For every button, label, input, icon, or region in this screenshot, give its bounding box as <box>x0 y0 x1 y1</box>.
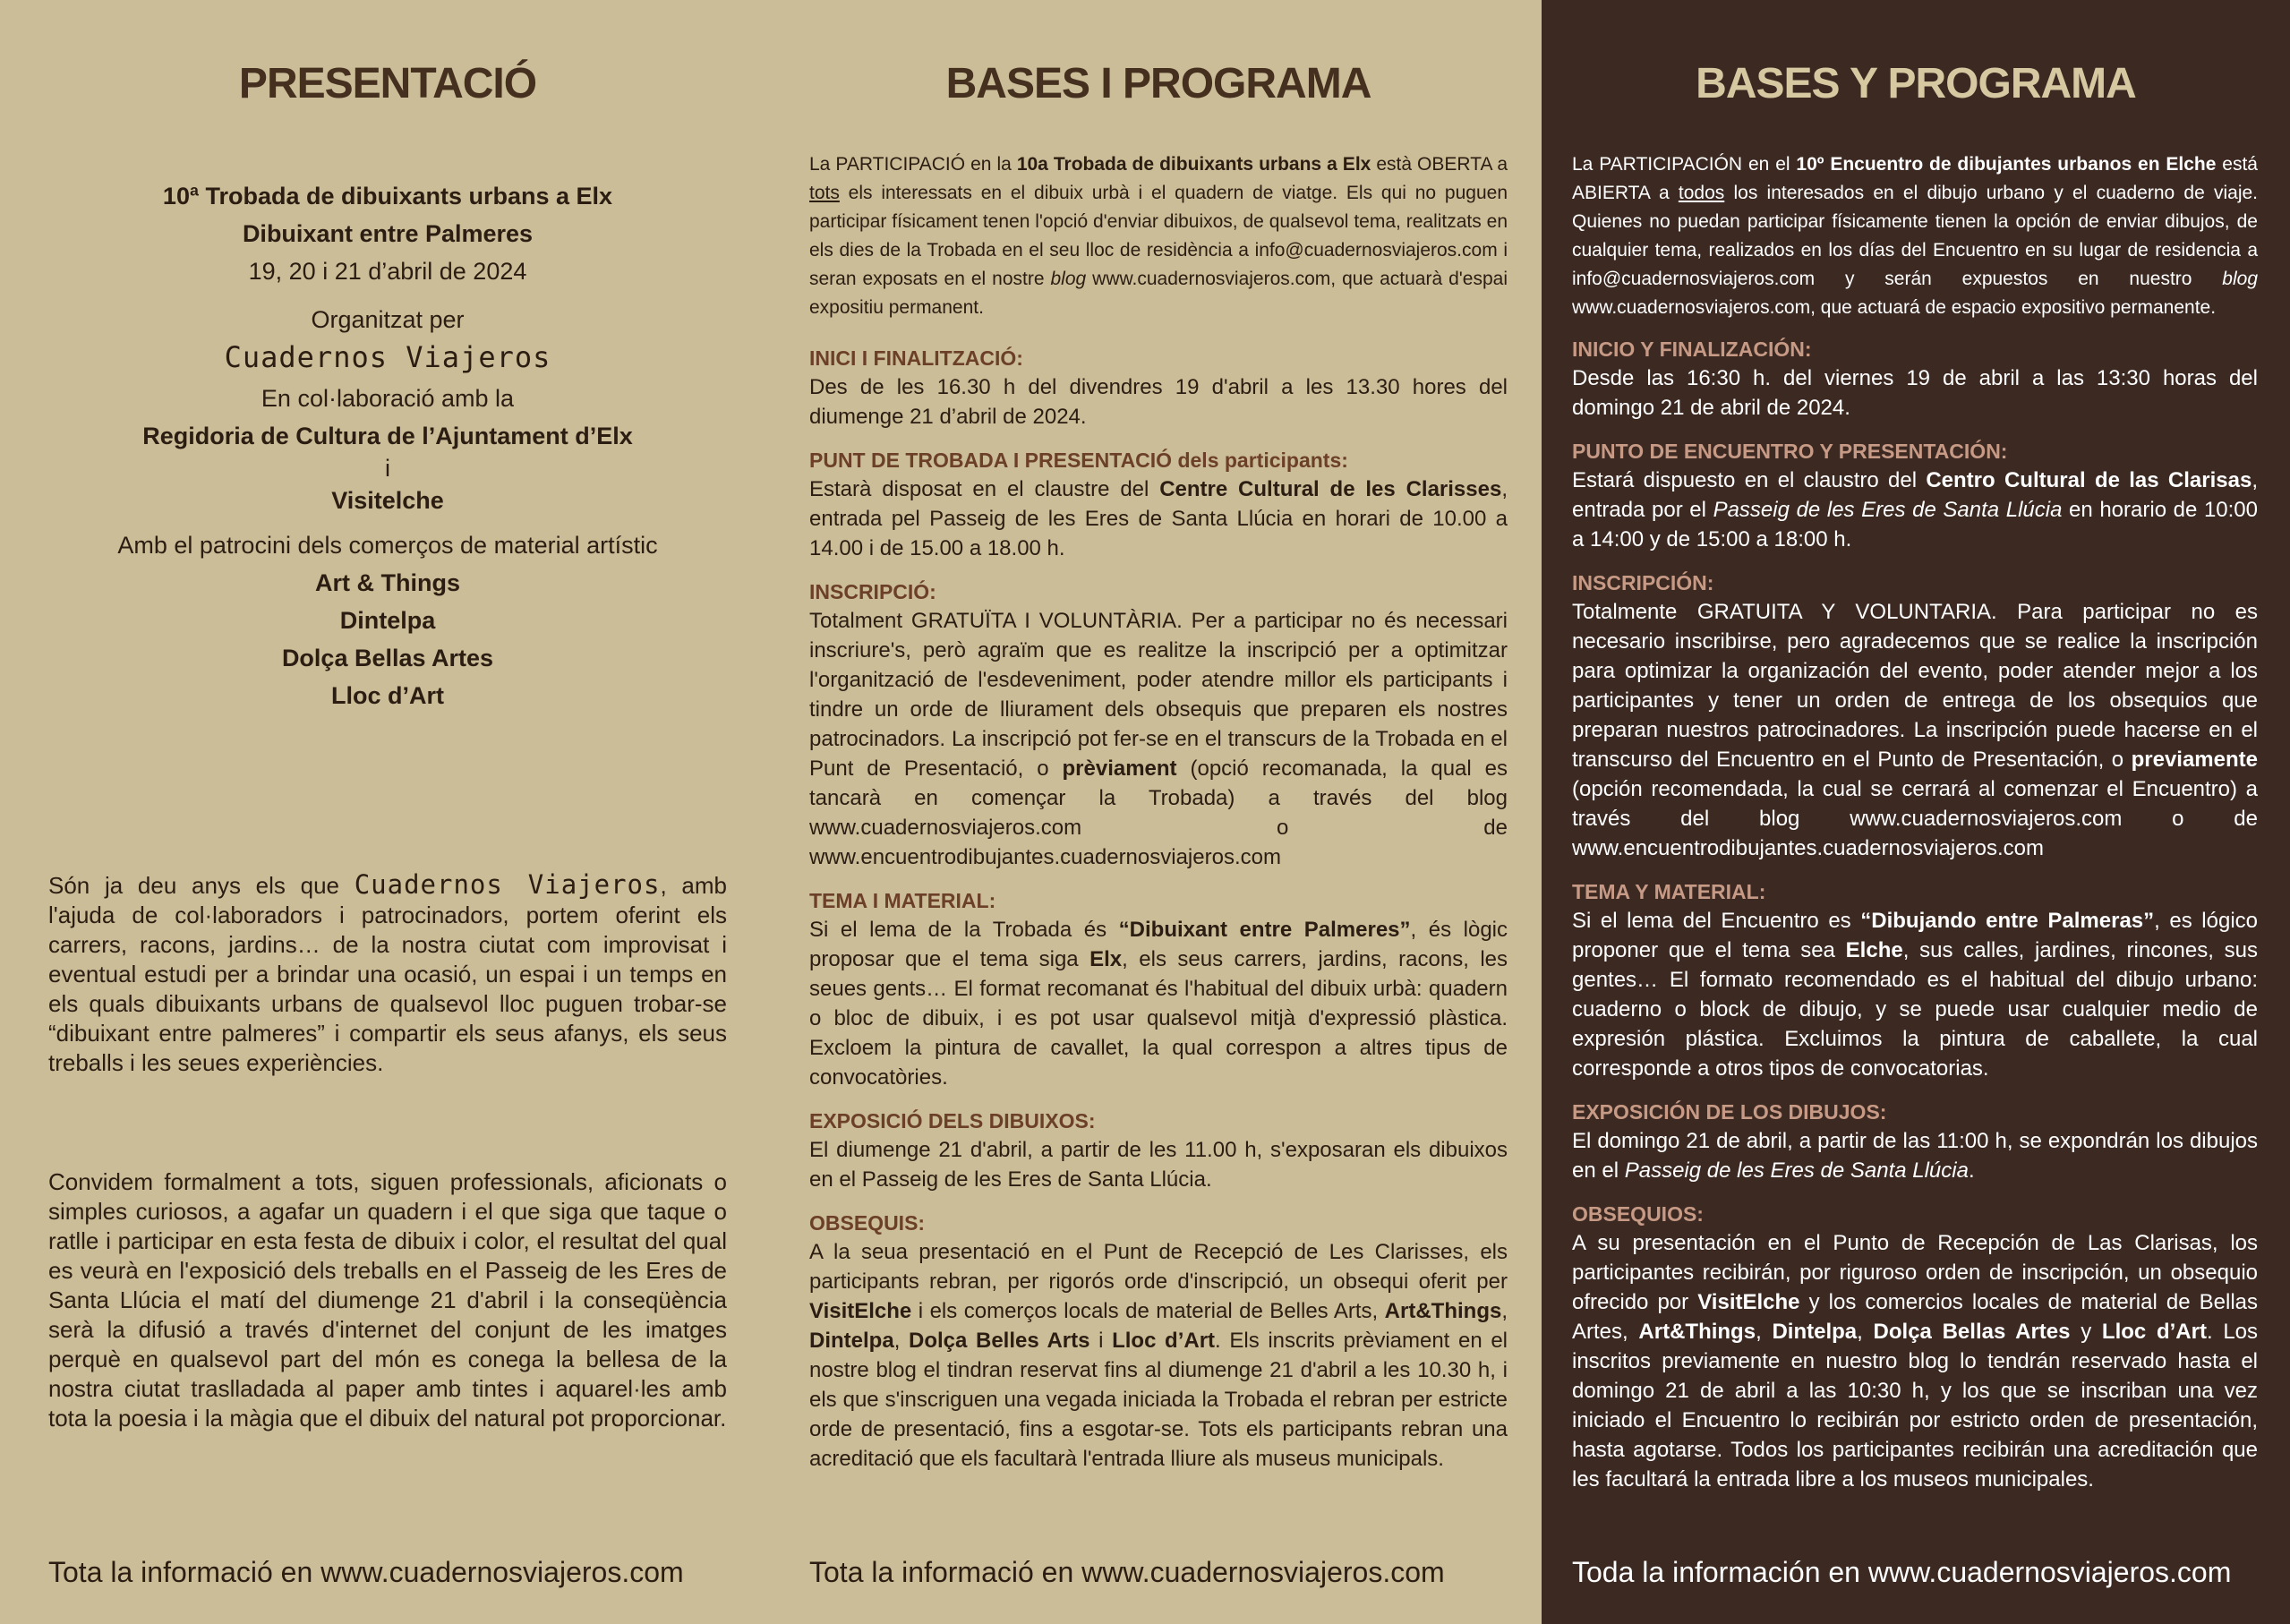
invitation-paragraph: Convidem formalment a tots, siguen professionals, aficionats o simples curiosos, a agafar un quadern i el que siga que taque o ratlle i participar en esta festa de dibuix i color, el resultat del qual es veurà en l'exposició dels treballs en el Passeig de les Eres de Santa Llúcia el matí del diumenge 21 d'abril i la conseqüència serà la difusió a través d'internet del conjunt de les imatges perquè en qualsevol part del món es conega la bellesa de la nostra ciutat traslladada al paper amb tintes i aquarel·les amb tota la poesia i la màgia que el dibuix del natural pot proporcionar. <box>48 1168 727 1432</box>
section-inicio <box>1572 335 2258 423</box>
section-body: Estará dispuesto en el claustro del Centro Cultural de las Clarisas, entrada por el Passeig de les Eres de Santa Llúcia en horario de 10:00 a 14:00 y de 15:00 a 18:00 h. <box>1572 468 2259 551</box>
event-name: 10ª Trobada de dibuixants urbans a Elx <box>162 183 613 209</box>
section-body: Totalment GRATUÏTA I VOLUNTÀRIA. Per a participar no és necessari inscriure's, però agraïm que es realitze la inscripció per a optimitzar l'organització de l'esdeveniment, poder atendre millor els participants i tindre un orde de lliurament dels obsequis que preparen els nostres patrocinadors. La inscripció pot fer-se en el transcurs de la Trobada en el Punt de Presentació, o prèviament (opció recomanada, la qual es tancarà en començar la Trobada) a través del blog www.cuadernosviajeros.com o de www.encuentrodibujantes.cuadernosviajeros.com <box>809 609 1508 869</box>
brand-name: Cuadernos Viajeros <box>354 869 661 900</box>
section-inscripcion <box>1572 568 2258 863</box>
footer-info: Tota la informació en www.cuadernosviajeros.com <box>48 1556 684 1588</box>
section-exposicion <box>1572 1098 2258 1185</box>
section-inscripcio <box>809 577 1508 872</box>
section-title: TEMA Y MATERIAL: <box>1572 880 1766 903</box>
participation-intro: La PARTICIPACIÓN en el 10º Encuentro de dibujantes urbanos en Elche está ABIERTA a todos los interesados en el dibujo urbano y el cuaderno de viaje. Quienes no puedan participar físicamente tienen la opción de enviar dibujos, de cualquier tema, realizados en los días del Encuentro en su lugar de residencia a info@cuadernosviajeros.com y serán expuestos en nuestro blog www.cuadernosviajeros.com, que actuará de espacio expositivo permanente. <box>1572 154 2258 318</box>
section-title: PUNTO DE ENCUENTRO Y PRESENTACIÓN: <box>1572 440 2008 463</box>
intro-paragraph: Són ja deu anys els que Cuadernos Viajeros, amb l'ajuda de col·laboradors i patrocinadors, portem oferint els carrers, racons, jardins… de la nostra ciutat com improvisat i eventual estudi per a brindar una ocasió, un espai i un temps en els quals dibuixants urbans de qualsevol lloc puguen trobar-se “dibuixant entre palmeres” i compartir els seus afanys, els seus treballs i les seues experiències. <box>48 869 727 1076</box>
section-title: EXPOSICIÓN DE LOS DIBUJOS: <box>1572 1100 1887 1124</box>
section-exposicio <box>809 1107 1508 1194</box>
section-title: OBSEQUIOS: <box>1572 1202 1704 1226</box>
section-punto <box>1572 437 2258 554</box>
section-body: El domingo 21 de abril, a partir de las 11:00 h, se expondrán los dibujos en el Passeig de les Eres de Santa Llúcia. <box>1572 1129 2258 1183</box>
participation-intro: La PARTICIPACIÓ en la 10a Trobada de dibuixants urbans a Elx està OBERTA a tots els interessats en el dibuix urbà i el quadern de viatge. Els qui no puguen participar físicament tenen l'opció d'enviar dibuixos, de qualsevol tema, realitzats en els dies de la Trobada en el seu lloc de residència a info@cuadernosviajeros.com i seran exposats en el nostre blog www.cuadernosviajeros.com, que actuarà d'espai expositiu permanent. <box>809 154 1508 318</box>
section-punt <box>809 446 1508 563</box>
footer-info: Toda la información en www.cuadernosviajeros.com <box>1572 1556 2232 1588</box>
section-body: A su presentación en el Punto de Recepción de Las Clarisas, los participantes recibirán, por riguroso orden de inscripción, un obsequio ofrecido por VisitElche y los comercios locales de material de Bellas Artes, Art&Things, Dintelpa, Dolça Bellas Artes y Lloc d’Art. Los inscritos previamente en nuestro blog lo tendrán reservado hasta el domingo 21 de abril a las 10:30 h, y los que se inscriban una vez iniciado el Encuentro lo recibirán por estricto orden de presentación, hasta agotarse. Todos los participantes recibirán una acreditación que les facultará la entrada libre a los museos municipales. <box>1572 1231 2259 1492</box>
section-title: PUNT DE TROBADA I PRESENTACIÓ dels participants: <box>809 449 1348 472</box>
bases-es-title: BASES Y PROGRAMA <box>1696 60 2136 107</box>
section-body: Si el lema del Encuentro es “Dibujando entre Palmeras”, es lógico proponer que el tema sea Elche, sus calles, jardines, rincones, sus gentes… El formato recomendado es el habitual del dibujo urbano: cuaderno o block de dibujo, y se puede usar cualquier medio de expresión plástica. Excluimos la pintura de caballete, la cual corresponde a otros tipos de convocatorias. <box>1572 909 2259 1081</box>
bases-programa-cat-column <box>775 0 1542 1624</box>
sections <box>1572 335 2258 1509</box>
collaborator-visitelche: Visitelche <box>331 487 444 514</box>
sponsor-lloc-dart: Lloc d’Art <box>331 682 444 709</box>
collab-label: En col·laboració amb la <box>261 385 515 412</box>
section-tema <box>809 886 1508 1092</box>
section-title: INICI I FINALITZACIÓ: <box>809 346 1023 370</box>
event-info <box>0 177 775 714</box>
bases-programa-es-column <box>1542 0 2290 1624</box>
sections <box>809 344 1508 1488</box>
event-dates: 19, 20 i 21 d’abril de 2024 <box>248 258 527 285</box>
section-tema <box>1572 877 2258 1083</box>
section-body: Totalmente GRATUITA Y VOLUNTARIA. Para participar no es necesario inscribirse, pero agradecemos que se realice la inscripción para optimizar la organización del evento, poder atender mejor a los participantes y tener un orden de entrega de los obsequios que preparan nuestros patrocinadores. La inscripción puede hacerse en el transcurso del Encuentro en el Punto de Presentación, o previamente (opción recomendada, la cual se cerrará al comenzar el Encuentro) a través del blog www.cuadernosviajeros.com o de www.encuentrodibujantes.cuadernosviajeros.com <box>1572 600 2258 860</box>
section-body: Desde las 16:30 h. del viernes 19 de abril a las 13:30 horas del domingo 21 de abril de 2024. <box>1572 366 2258 420</box>
collab-and: i <box>385 455 390 482</box>
section-title: EXPOSICIÓ DELS DIBUIXOS: <box>809 1109 1096 1133</box>
section-body: El diumenge 21 d'abril, a partir de les 11.00 h, s'exposaran els dibuixos en el Passeig de les Eres de Santa Llúcia. <box>809 1138 1508 1192</box>
section-body: Des de les 16.30 h del divendres 19 d'abril a les 13.30 hores del diumenge 21 d’abril de 2024. <box>809 375 1508 429</box>
section-obsequios <box>1572 1200 2258 1494</box>
collaborator-regidoria: Regidoria de Cultura de l’Ajuntament d’Elx <box>142 423 633 449</box>
section-inici <box>809 344 1508 432</box>
bases-cat-title: BASES I PROGRAMA <box>945 60 1371 107</box>
section-body: A la seua presentació en el Punt de Recepció de Les Clarisses, els participants rebran, per rigorós orde d'inscripció, un obsequi oferit per VisitElche i els comerços locals de material de Belles Arts, Art&Things, Dintelpa, Dolça Belles Arts i Lloc d’Art. Els inscrits prèviament en el nostre blog el tindran reservat fins al diumenge 21 d'abril a les 10.30 h, i els que s'inscriguen una vegada iniciada la Trobada el rebran per estricte orde de presentació, fins a esgotar-se. Tots els participants rebran una acreditació que els facultarà l'entrada lliure als museus municipals. <box>809 1240 1508 1471</box>
section-title: INSCRIPCIÓN: <box>1572 571 1714 594</box>
sponsor-dintelpa: Dintelpa <box>339 607 436 634</box>
organizer-name: Cuadernos Viajeros <box>224 340 551 374</box>
event-motto: Dibuixant entre Palmeres <box>242 220 534 247</box>
sponsor-dolca: Dolça Bellas Artes <box>281 645 494 671</box>
sponsors-label: Amb el patrocini dels comerços de material artístic <box>117 532 658 559</box>
section-title: TEMA I MATERIAL: <box>809 889 996 912</box>
footer-info: Tota la informació en www.cuadernosviajeros.com <box>809 1556 1445 1588</box>
section-obsequis <box>809 1209 1508 1474</box>
sponsor-art-things: Art & Things <box>315 569 460 596</box>
section-title: INSCRIPCIÓ: <box>809 580 936 603</box>
organized-by-label: Organitzat per <box>311 306 465 333</box>
presentacio-title: PRESENTACIÓ <box>238 60 537 107</box>
section-title: INICIO Y FINALIZACIÓN: <box>1572 338 1812 361</box>
section-body: Estarà disposat en el claustre del Centre Cultural de les Clarisses, entrada pel Passeig de les Eres de Santa Llúcia en horari de 10.00 a 14.00 i de 15.00 a 18.00 h. <box>809 477 1508 560</box>
section-title: OBSEQUIS: <box>809 1211 926 1235</box>
section-body: Si el lema de la Trobada és “Dibuixant entre Palmeres”, és lògic proposar que el tema siga Elx, els seus carrers, jardins, racons, les seues gents… El format recomanat és l'habitual del dibuix urbà: quadern o bloc de dibuix, i es pot usar qualsevol mitjà d'expressió plàstica. Excloem la pintura de cavallet, la qual correspon a altres tipus de convocatòries. <box>809 918 1508 1090</box>
presentacio-column <box>0 0 775 1624</box>
